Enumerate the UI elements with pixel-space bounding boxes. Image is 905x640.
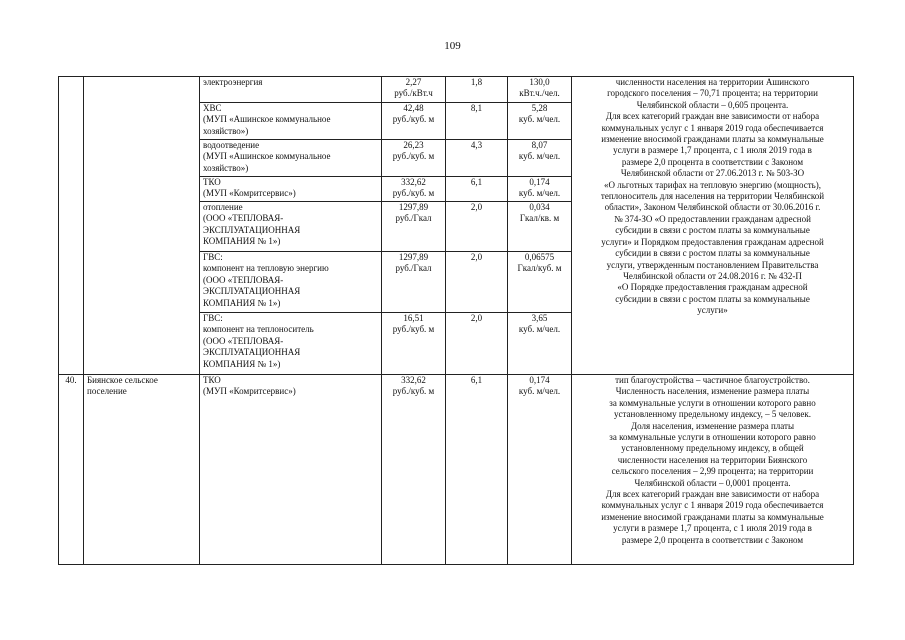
volume-cell: 0,174 куб. м/чел. [508,177,572,202]
volume-cell: 0,06575 Гкал/куб. м [508,252,572,313]
tariff-cell: 16,51 руб./куб. м [382,313,446,375]
row-number-cell [59,77,84,375]
growth-cell: 8,1 [446,103,508,140]
volume-cell: 0,174 куб. м/чел. [508,375,572,565]
service-cell: отопление (ООО «ТЕПЛОВАЯ- ЭКСПЛУАТАЦИОННАЯ КОМПАНИЯ № 1») [200,202,382,252]
tariff-cell: 332,62 руб./куб. м [382,177,446,202]
service-cell: ТКО (МУП «Комритсервис») [200,375,382,565]
settlement-cell: Биянское сельское поселение [84,375,200,565]
tariff-cell: 26,23 руб./куб. м [382,140,446,177]
service-cell: электроэнергия [200,77,382,103]
table-row [59,375,854,565]
growth-cell: 2,0 [446,313,508,375]
service-cell: водоотведение (МУП «Ашинское коммунальное хозяйство») [200,140,382,177]
growth-cell: 2,0 [446,202,508,252]
growth-cell: 6,1 [446,177,508,202]
growth-cell: 6,1 [446,375,508,565]
tariff-cell: 1297,89 руб./Гкал [382,252,446,313]
growth-cell: 1,8 [446,77,508,103]
service-cell: ГВС: компонент на теплоноситель (ООО «ТЕПЛОВАЯ- ЭКСПЛУАТАЦИОННАЯ КОМПАНИЯ № 1») [200,313,382,375]
volume-cell: 0,034 Гкал/кв. м [508,202,572,252]
tariff-cell: 332,62 руб./куб. м [382,375,446,565]
page-number: 109 [444,40,461,52]
note-cell: тип благоустройства – частичное благоустройство. Численность населения, изменение размера платы за коммунальные услуги в отношении которого равно установленному предельному индексу, – 5 человек. Доля населения, изменение размера платы за коммунальные услуги в отношении которого равно установленному предельному индексу, в общей численности населения на территории Биянского сельского поселения – 2,99 процента; на территории Челябинской области – 0,0001 процента. Для всех категорий граждан вне зависимости от набора коммунальных услуг с 1 января 2019 года обеспечивается изменение вносимой гражданами платы за коммунальные услуги в размере 1,7 процента, с 1 июля 2019 года в размере 2,0 процента в соответствии с Законом [572,375,854,565]
volume-cell: 130,0 кВт.ч./чел. [508,77,572,103]
service-cell: ХВС (МУП «Ашинское коммунальное хозяйство») [200,103,382,140]
service-cell: ГВС: компонент на тепловую энергию (ООО «ТЕПЛОВАЯ- ЭКСПЛУАТАЦИОННАЯ КОМПАНИЯ № 1») [200,252,382,313]
tariff-cell: 42,48 руб./куб. м [382,103,446,140]
tariff-cell: 2,27 руб./кВт.ч [382,77,446,103]
volume-cell: 8,07 куб. м/чел. [508,140,572,177]
service-cell: ТКО (МУП «Комритсервис») [200,177,382,202]
settlement-cell [84,77,200,375]
row-number-cell: 40. [59,375,84,565]
volume-cell: 5,28 куб. м/чел. [508,103,572,140]
growth-cell: 2,0 [446,252,508,313]
volume-cell: 3,65 куб. м/чел. [508,313,572,375]
table-row [59,77,854,103]
growth-cell: 4,3 [446,140,508,177]
tariff-cell: 1297,89 руб./Гкал [382,202,446,252]
tariff-table [58,76,854,565]
note-cell: численности населения на территории Ашинского городского поселения – 70,71 процента; на территории Челябинской области – 0,605 процента. Для всех категорий граждан вне зависимости от набора коммунальных услуг с 1 января 2019 года обеспечивается изменение вносимой гражданами платы за коммунальные услуги в размере 1,7 процента, с 1 июля 2019 года в размере 2,0 процента в соответствии с Законом Челябинской области от 27.06.2013 г. № 503-ЗО «О льготных тарифах на тепловую энергию (мощность), теплоноситель для населения на территории Челябинской области», Законом Челябинской области от 30.06.2016 г. № 374-ЗО «О предоставлении гражданам адресной субсидии в связи с ростом платы за коммунальные услуги» и Порядком предоставления гражданам адресной субсидии в связи с ростом платы за коммунальные услуги, утвержденным постановлением Правительства Челябинской области от 24.08.2016 г. № 432-П «О Порядке предоставления гражданам адресной субсидии в связи с ростом платы за коммунальные услуги» [572,77,854,375]
